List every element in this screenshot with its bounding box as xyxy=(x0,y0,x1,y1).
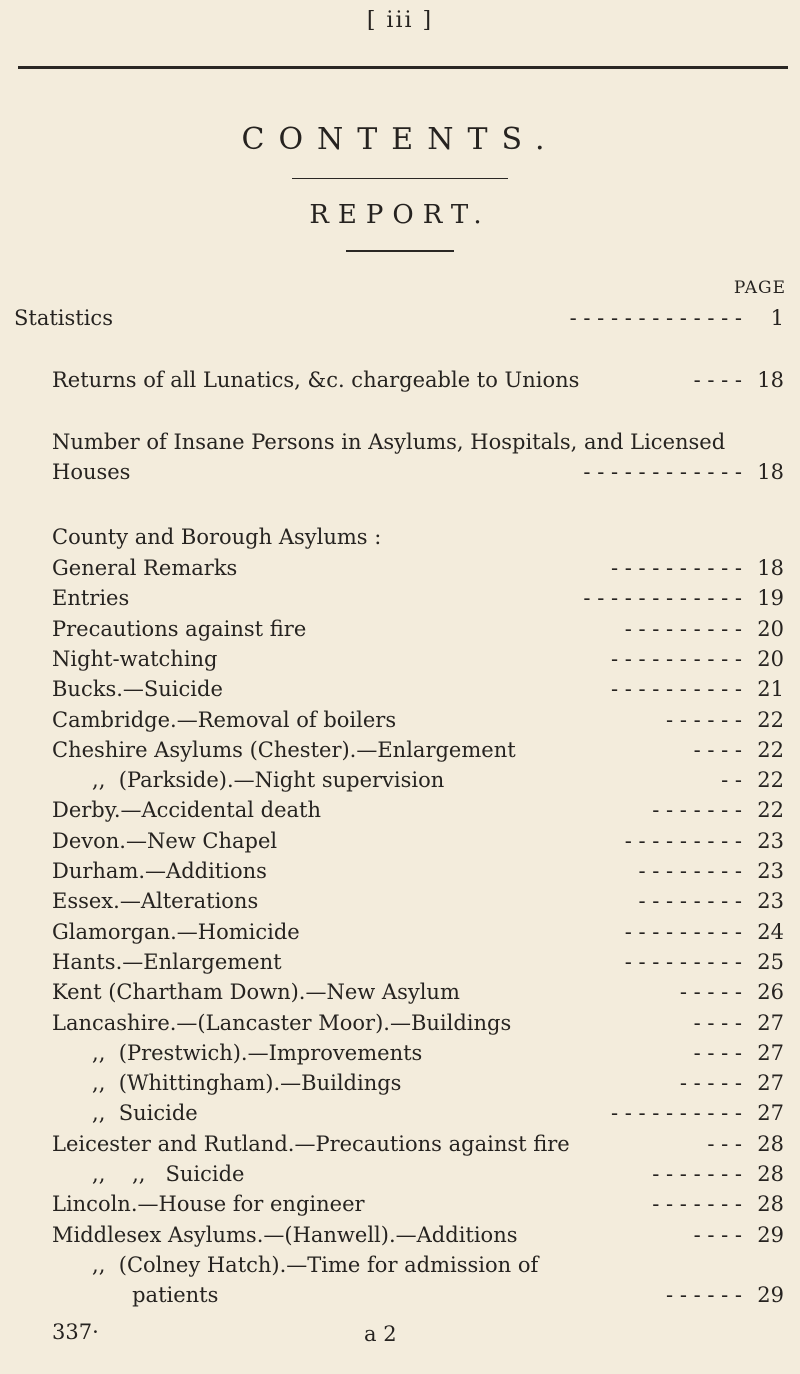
entry-page: 22 xyxy=(757,707,784,732)
toc-sub-entry[interactable] xyxy=(52,798,800,828)
toc-sub-entry[interactable] xyxy=(52,920,800,950)
toc-sub-entry[interactable] xyxy=(52,859,800,889)
entry-leader: - - - - xyxy=(693,737,742,762)
toc-sub-entry[interactable] xyxy=(52,889,800,919)
entry-leader: - - - - - - - - xyxy=(638,859,742,883)
toc-sub-entry[interactable] xyxy=(52,738,800,768)
toc-sub-entry[interactable] xyxy=(52,677,800,707)
entry-page: 22 xyxy=(757,798,784,823)
entry-page: 28 xyxy=(757,1162,784,1186)
entry-leader: - - - - - - - xyxy=(652,1192,742,1217)
report-rule xyxy=(346,250,454,252)
entry-leader: - - - - - - - - - - xyxy=(610,677,742,702)
entry-label: ,, ,, Suicide xyxy=(52,1162,245,1186)
signature-left: 337· xyxy=(52,1320,99,1344)
toc-sub-entry[interactable] xyxy=(52,980,800,1010)
toc-sub-entry[interactable] xyxy=(52,1132,800,1162)
entry-page: 18 xyxy=(757,368,784,392)
toc-sub-entry[interactable] xyxy=(52,617,800,647)
entry-leader: - - - - - - - - - - xyxy=(610,556,742,580)
entry-label: Cambridge.—Removal of boilers xyxy=(52,707,397,732)
entry-label: Kent (Chartham Down).—New Asylum xyxy=(52,980,460,1005)
signature-right: a 2 xyxy=(364,1322,397,1346)
entry-page: 28 xyxy=(757,1192,784,1217)
entry-page: 22 xyxy=(757,737,784,762)
entry-page: 29 xyxy=(757,1222,784,1247)
entry-page: 27 xyxy=(757,1010,784,1035)
entry-leader: - - - - - - - - - - - - - xyxy=(569,306,742,330)
entry-label: Entries xyxy=(52,586,130,611)
entry-page: 24 xyxy=(757,919,784,944)
entry-leader: - - - - - - - - - xyxy=(624,949,742,974)
entry-page: 25 xyxy=(757,949,784,974)
toc-sub-entry[interactable] xyxy=(52,647,800,677)
entry-label: Precautions against fire xyxy=(52,616,307,641)
toc-entry[interactable] xyxy=(52,430,800,460)
entry-page: 23 xyxy=(757,828,784,853)
toc-sub-entry[interactable] xyxy=(52,586,800,616)
entry-label: Derby.—Accidental death xyxy=(52,798,322,823)
entry-leader: - - - - - - - - - - xyxy=(610,646,742,671)
entry-page: 18 xyxy=(757,556,784,580)
toc-sub-entry[interactable] xyxy=(52,1101,800,1131)
entry-page: 20 xyxy=(757,616,784,641)
entry-leader: - - - - - - xyxy=(666,1283,742,1308)
entry-leader: - - - - - xyxy=(679,1071,742,1096)
toc-sub-entry[interactable] xyxy=(52,1223,800,1253)
entry-page: 1 xyxy=(770,306,784,330)
entry-label: Leicester and Rutland.—Precautions against fire xyxy=(52,1131,570,1156)
toc-entry[interactable] xyxy=(52,460,800,490)
toc-sub-entry[interactable] xyxy=(52,950,800,980)
entry-label: patients xyxy=(52,1283,219,1308)
entry-page: 27 xyxy=(757,1071,784,1096)
entry-leader: - - - - - - - - - xyxy=(624,919,742,944)
entry-leader: - - - - xyxy=(693,1010,742,1035)
entry-leader: - - - - - - - - - xyxy=(624,828,742,853)
toc-sub-entry[interactable] xyxy=(52,1283,800,1313)
entry-page: 20 xyxy=(757,646,784,671)
entry-page: 28 xyxy=(757,1131,784,1156)
entry-page: 29 xyxy=(757,1283,784,1308)
toc-entry[interactable] xyxy=(52,368,800,398)
entry-leader: - - - - xyxy=(693,368,742,392)
entry-leader: - - - - - - - xyxy=(652,798,742,823)
page-number: [ iii ] xyxy=(366,8,434,33)
entry-label: Lincoln.—House for engineer xyxy=(52,1192,365,1217)
entry-leader: - - xyxy=(721,768,742,793)
entry-page: 22 xyxy=(757,768,784,793)
entry-label: Statistics xyxy=(14,306,113,330)
toc-sub-entry[interactable] xyxy=(52,768,800,798)
entry-page: 23 xyxy=(757,859,784,883)
toc-entry[interactable] xyxy=(14,306,800,336)
header-rule xyxy=(18,66,788,69)
entry-leader: - - - xyxy=(707,1131,742,1156)
entry-label: ,, Suicide xyxy=(52,1101,198,1126)
entry-page: 18 xyxy=(757,460,784,484)
entry-label: Cheshire Asylums (Chester).—Enlargement xyxy=(52,737,516,762)
toc-sub-entry[interactable] xyxy=(52,1253,800,1283)
entry-leader: - - - - - - - xyxy=(652,1162,742,1186)
entry-page: 27 xyxy=(757,1101,784,1126)
entry-label: Middlesex Asylums.—(Hanwell).—Additions xyxy=(52,1222,518,1247)
contents-title: CONTENTS. xyxy=(241,122,559,157)
toc-sub-entry[interactable] xyxy=(52,1011,800,1041)
entry-label: ,, (Colney Hatch).—Time for admission of xyxy=(52,1252,539,1277)
entry-label: Number of Insane Persons in Asylums, Hospitals, and Licensed xyxy=(52,430,726,454)
toc-sub-entry[interactable] xyxy=(52,829,800,859)
title-rule xyxy=(292,178,508,179)
entry-label: General Remarks xyxy=(52,556,238,580)
entry-label: Bucks.—Suicide xyxy=(52,677,223,702)
entry-leader: - - - - xyxy=(693,1040,742,1065)
entry-label: Glamorgan.—Homicide xyxy=(52,919,300,944)
toc-sub-entry[interactable] xyxy=(52,1162,800,1192)
toc-sub-entry[interactable] xyxy=(52,556,800,586)
report-heading: REPORT. xyxy=(309,200,491,230)
entry-label: Hants.—Enlargement xyxy=(52,949,282,974)
entry-leader: - - - - - - - - xyxy=(638,889,742,914)
toc-sub-entry[interactable] xyxy=(52,708,800,738)
entry-label: ,, (Prestwich).—Improvements xyxy=(52,1040,423,1065)
entry-page: 23 xyxy=(757,889,784,914)
toc-sub-entry[interactable] xyxy=(52,1071,800,1101)
entry-page: 27 xyxy=(757,1040,784,1065)
entry-leader: - - - - - xyxy=(679,980,742,1005)
entry-label: Returns of all Lunatics, &c. chargeable to Unions xyxy=(52,368,580,392)
section-heading: County and Borough Asylums : xyxy=(52,525,382,549)
entry-label: Essex.—Alterations xyxy=(52,889,259,914)
entry-label: ,, (Whittingham).—Buildings xyxy=(52,1071,402,1096)
entry-label: Devon.—New Chapel xyxy=(52,828,278,853)
entry-leader: - - - - - - - - - - - - xyxy=(583,586,742,611)
entry-label: Houses xyxy=(52,460,131,484)
entry-label: ,, (Parkside).—Night supervision xyxy=(52,768,445,793)
entry-leader: - - - - - - - - - - - - xyxy=(583,460,742,484)
entry-leader: - - - - - - - - - - xyxy=(610,1101,742,1126)
entry-leader: - - - - - - - - - xyxy=(624,616,742,641)
entry-label: Lancashire.—(Lancaster Moor).—Buildings xyxy=(52,1010,512,1035)
entry-page: 21 xyxy=(757,677,784,702)
entry-leader: - - - - xyxy=(693,1222,742,1247)
entry-page: 19 xyxy=(757,586,784,611)
entry-label: Night-watching xyxy=(52,646,218,671)
toc-sub-entry[interactable] xyxy=(52,1041,800,1071)
page-column-header: PAGE xyxy=(733,278,786,298)
entry-page: 26 xyxy=(757,980,784,1005)
toc-sub-entry[interactable] xyxy=(52,1192,800,1222)
entry-leader: - - - - - - xyxy=(666,707,742,732)
entry-label: Durham.—Additions xyxy=(52,859,267,883)
